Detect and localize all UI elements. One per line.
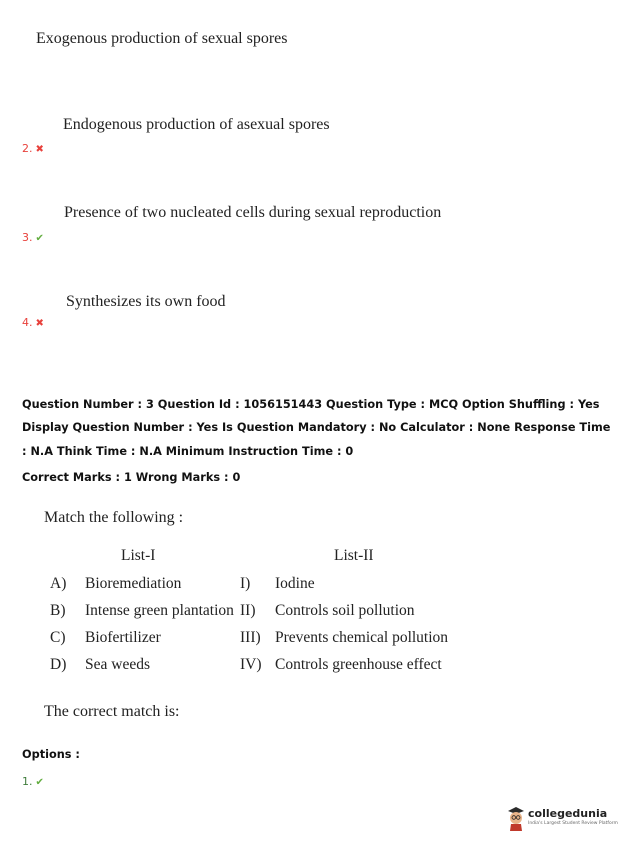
option-number [22, 231, 44, 244]
collegedunia-logo [506, 803, 618, 833]
check-icon: ✔ [35, 777, 44, 788]
question-marks: Correct Marks : 1 Wrong Marks : 0 [22, 471, 241, 484]
logo-tagline: India's Largest Student Review Platform [528, 821, 618, 826]
list2-header: List-II [334, 547, 374, 564]
list1-item: Sea weeds [85, 656, 150, 673]
options-heading: Options : [22, 748, 80, 761]
list2-item: Controls greenhouse effect [275, 656, 442, 673]
option-number-label: 1. [22, 775, 33, 788]
list2-key: IV) [240, 656, 262, 673]
list2-key: II) [240, 602, 256, 619]
option-text: Synthesizes its own food [66, 293, 226, 310]
option-number-label: 4. [22, 316, 33, 329]
list2-key: III) [240, 629, 261, 646]
list2-item: Prevents chemical pollution [275, 629, 449, 646]
list1-item: Biofertilizer [85, 629, 161, 646]
cross-icon: ✖ [35, 144, 44, 155]
list2-item: Iodine [275, 575, 315, 592]
list1-key: D) [50, 656, 67, 673]
option-number-label: 2. [22, 142, 33, 155]
logo-name: collegedunia [528, 807, 608, 820]
list1-item: Bioremediation [85, 575, 182, 592]
list1-key: A) [50, 575, 67, 592]
list2-key: I) [240, 575, 251, 592]
list1-item: Intense green plantation [85, 602, 234, 619]
list1-header: List-I [121, 547, 156, 564]
cross-icon: ✖ [35, 318, 44, 329]
question-meta-line: Question Number : 3 Question Id : 1056151443 Question Type : MCQ Option Shuffling : Yes [22, 398, 600, 411]
option-number-label: 3. [22, 231, 33, 244]
list2-item: Controls soil pollution [275, 602, 415, 619]
option-number [22, 142, 44, 155]
list1-key: B) [50, 602, 66, 619]
correct-match-prompt: The correct match is: [44, 703, 180, 720]
option-text: Presence of two nucleated cells during sexual reproduction [64, 204, 442, 221]
question-meta-line: : N.A Think Time : N.A Minimum Instruction Time : 0 [22, 445, 354, 458]
question-meta-line: Display Question Number : Yes Is Question Mandatory : No Calculator : None Response Time [22, 421, 611, 434]
option-text: Exogenous production of sexual spores [36, 30, 288, 47]
mascot-icon [506, 805, 526, 831]
question-prompt: Match the following : [44, 509, 184, 526]
option-number [22, 775, 44, 788]
option-number [22, 316, 44, 329]
check-icon: ✔ [35, 233, 44, 244]
list1-key: C) [50, 629, 66, 646]
option-text: Endogenous production of asexual spores [63, 116, 330, 133]
